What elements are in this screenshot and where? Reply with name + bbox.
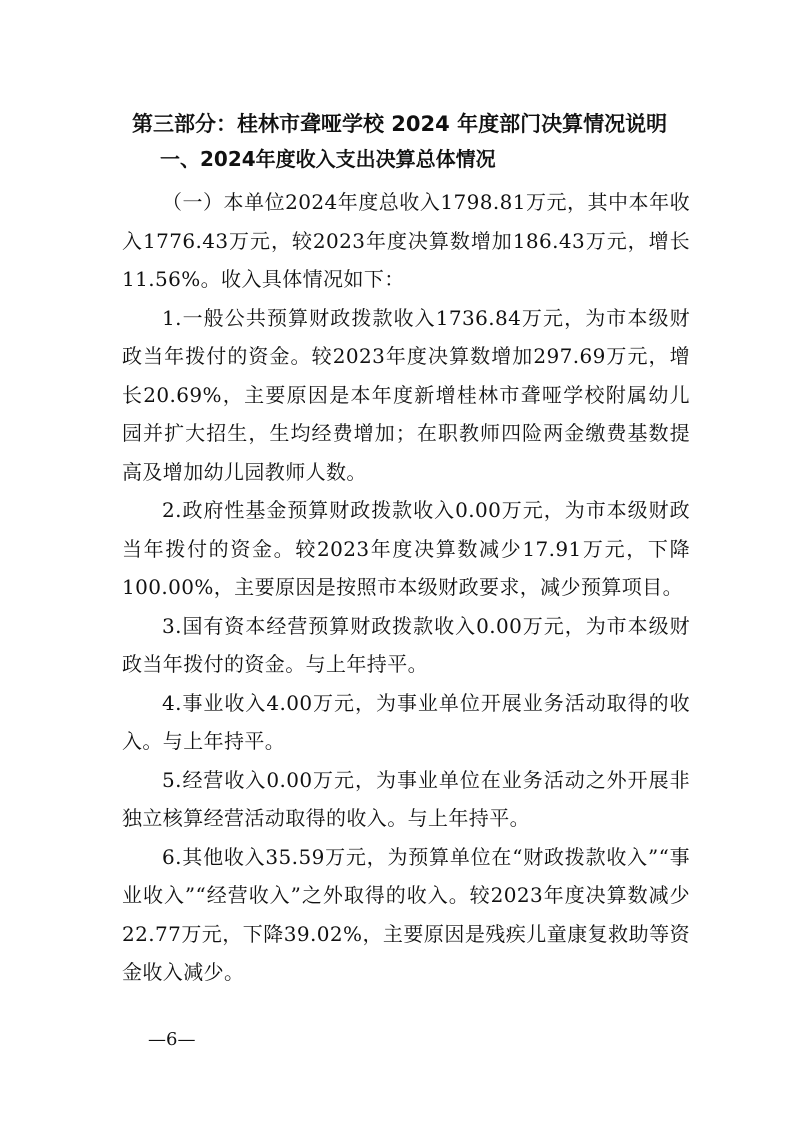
paragraph-government-fund-income: 2.政府性基金预算财政拨款收入0.00万元，为市本级财政当年拨付的资金。较2023年度决算数减少17.91万元，下降100.00%，主要原因是按照市本级财政要求，减少预算项目。 (122, 498, 690, 599)
paragraph-other-income: 6.其他收入35.59万元，为预算单位在“财政拨款收入”“事业收入”“经营收入”之外取得的收入。较2023年度决算数减少22.77万元，下降39.02%，主要原因是残疾儿童康复救助等资金收入减少。 (122, 844, 690, 984)
paragraph-state-capital-income: 3.国有资本经营预算财政拨款收入0.00万元，为市本级财政当年拨付的资金。与上年持平。 (122, 613, 690, 676)
paragraph-total-income: （一）本单位2024年度总收入1798.81万元，其中本年收入1776.43万元，较2023年度决算数增加186.43万元，增长11.56%。收入具体情况如下： (122, 190, 690, 291)
paragraph-general-budget-income: 1.一般公共预算财政拨款收入1736.84万元，为市本级财政当年拨付的资金。较2023年度决算数增加297.69万元，增长20.69%，主要原因是本年度新增桂林市聋哑学校附属幼儿园并扩大招生，生均经费增加；在职教师四险两金缴费基数提高及增加幼儿园教师人数。 (122, 305, 690, 484)
paragraph-business-income: 4.事业收入4.00万元，为事业单位开展业务活动取得的收入。与上年持平。 (122, 690, 690, 753)
paragraph-operating-income: 5.经营收入0.00万元，为事业单位在业务活动之外开展非独立核算经营活动取得的收入。与上年持平。 (122, 767, 690, 830)
document-body (122, 183, 690, 992)
section-heading: 一、2024年度收入支出决算总体情况 (160, 147, 496, 171)
page-number: —6— (148, 1029, 196, 1050)
page-title: 第三部分：桂林市聋哑学校 2024 年度部门决算情况说明 (132, 112, 668, 136)
